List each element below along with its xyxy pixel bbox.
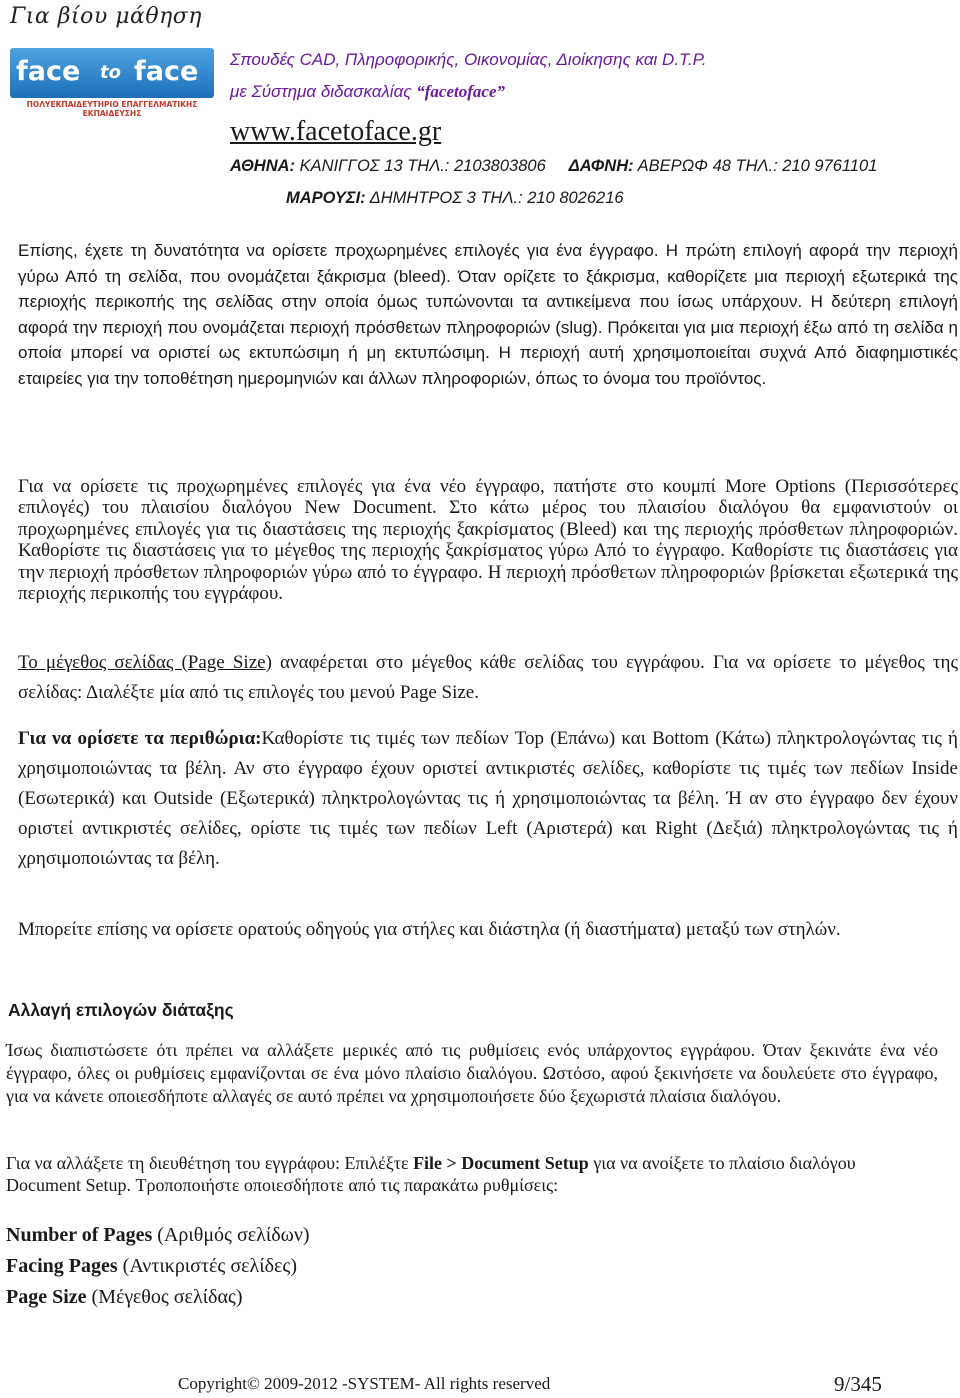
list-item-text: (Αντικριστές σελίδες)	[117, 1255, 297, 1277]
section-heading: Αλλαγή επιλογών διάταξης	[8, 1000, 234, 1020]
setup-menu-path: File > Document Setup	[413, 1153, 589, 1173]
list-item-text: (Αριθμός σελίδων)	[152, 1224, 310, 1246]
margins-term: Για να ορίσετε τα περιθώρια:	[18, 728, 262, 749]
paragraph-advanced-options: Για να ορίσετε τις προχωρημένες επιλογές για ένα νέο έγγραφο, πατήστε στο κουμπί More Options (Περισσότερες επιλογές) του πλαισίου διαλόγου New Document. Στο κάτω μέρος του πλαισίου διαλόγου θα εμφανιστούν οι προχωρημένες επιλογές για τις διαστάσεις της περιοχής ξακρίσματος (Bleed) και της περιοχής πρόσθετων πληροφοριών. Καθορίστε τις διαστάσεις για το μέγεθος της περιοχής ξακρίσματος γύρω Από το έγγραφο. Καθορίστε τις διαστάσεις για την περιοχή πρόσθετων πληροφοριών γύρω από το έγγραφο. Η περιοχή πρόσθετων πληροφοριών βρίσκεται εξωτερικά της περιοχής περικοπής του εγγράφου.	[18, 476, 958, 605]
logo-script: Για βίου μάθηση	[10, 4, 202, 29]
list-item	[6, 1255, 297, 1278]
paragraph-margins	[18, 724, 958, 874]
logo-word: to	[100, 62, 121, 83]
list-item	[6, 1286, 243, 1309]
address-label: ΔΑΦΝΗ:	[568, 157, 634, 175]
paragraph-layout-changes: Ίσως διαπιστώσετε ότι πρέπει να αλλάξετε μερικές από τις ρυθμίσεις ενός υπάρχοντος εγγράφου. Όταν ξεκινάτε ένα νέο έγγραφο, όλες οι ρυθμίσεις εμφανίζονται σε ένα μόνο πλαίσιο διαλόγου. Ωστόσο, αφού ξεκινήσετε να δουλεύετε στο έγγραφο, για να κάνετε οποιεσδήποτε αλλαγές σε αυτό πρέπει να χρησιμοποιήσετε δύο ξεχωριστά πλαίσια διαλόγου.	[6, 1040, 938, 1107]
setup-text-a: Για να αλλάξετε τη διευθέτηση του εγγράφου: Επιλέξτε	[6, 1153, 414, 1173]
footer-copyright: Copyright© 2009-2012 -SYSTEM- All rights reserved	[178, 1374, 551, 1393]
address-text: ΔΗΜΗΤΡΟΣ 3 ΤΗΛ.: 210 8026216	[365, 189, 624, 207]
address-text: ΚΑΝΙΓΓΟΣ 13 ΤΗΛ.: 2103803806	[295, 157, 546, 175]
page-size-term: Το μέγεθος σελίδας (Page Size)	[18, 652, 272, 673]
address-line-1	[230, 157, 877, 176]
page-size-text: αναφέρεται στο μέγεθος κάθε σελίδας του εγγράφου. Για να ορίσετε το μέγεθος της σελίδας: Διαλέξτε μία από τις επιλογές του μενού Page Size.	[18, 652, 958, 703]
logo-word: face	[16, 56, 81, 87]
address-label: ΜΑΡΟΥΣΙ:	[286, 189, 366, 207]
paragraph-document-setup	[6, 1152, 906, 1196]
address-label: ΑΘΗΝΑ:	[230, 157, 296, 175]
list-item-term: Page Size	[6, 1286, 87, 1308]
list-item-term: Facing Pages	[6, 1255, 118, 1277]
page-number: 9/345	[834, 1372, 882, 1396]
margins-text: Καθορίστε τις τιμές των πεδίων Top (Επάνω) και Bottom (Κάτω) πληκτρολογώντας τις ή χρησιμοποιώντας τα βέλη. Αν στο έγγραφο έχουν οριστεί αντικριστές σελίδες, καθορίστε τις τιμές των πεδίων Inside (Εσωτερικά) και Outside (Εξωτερικά) πληκτρολογώντας τις ή χρησιμοποιώντας τα βέλη. Ή αν στο έγγραφο δεν έχουν οριστεί αντικριστές σελίδες, ορίστε τις τιμές των πεδίων Left (Αριστερά) και Right (Δεξιά) πληκτρολογώντας τις ή χρησιμοποιώντας τα βέλη.	[18, 728, 958, 869]
setup-text-b: για να ανοίξετε το πλαίσιο διαλόγου Document Setup. Τροποποιήστε οποιεσδήποτε από τις παρακάτω ρυθμίσεις:	[6, 1153, 856, 1195]
website-link[interactable]: www.facetoface.gr	[230, 116, 442, 147]
logo-subtitle: ΠΟΛΥΕΚΠΑΙΔΕΥΤΗΡΙΟ ΕΠΑΓΓΕΛΜΑΤΙΚΗΣ ΕΚΠΑΙΔΕΥΣΗΣ	[26, 100, 198, 118]
header-brand: “facetoface”	[416, 82, 505, 101]
list-item	[6, 1224, 310, 1247]
logo-box	[10, 48, 214, 98]
list-item-term: Number of Pages	[6, 1224, 153, 1246]
logo-word: face	[134, 56, 199, 87]
address-line-2	[286, 189, 624, 208]
paragraph-guides: Μπορείτε επίσης να ορίσετε ορατούς οδηγούς για στήλες και διάστηλα (ή διαστήματα) μεταξύ των στηλών.	[18, 919, 841, 940]
header-line-2-prefix: με Σύστημα διδασκαλίας	[230, 82, 417, 101]
paragraph-page-size	[18, 648, 958, 708]
header-line-1: Σπουδές CAD, Πληροφορικής, Οικονομίας, Διοίκησης και D.T.P.	[230, 50, 707, 69]
paragraph-bleed-slug: Επίσης, έχετε τη δυνατότητα να ορίσετε προχωρημένες επιλογές για ένα έγγραφο. Η πρώτη επιλογή αφορά την περιοχή γύρω Από τη σελίδα, που ονομάζεται ξάκρισμα (bleed). Όταν ορίζετε το ξάκρισμα, καθορίζετε μια περιοχή εξωτερικά της περιοχής περικοπής της σελίδας στην οποία όμως τυπώνονται τα αντικείμενα που ίσως υπάρχουν. Η δεύτερη επιλογή αφορά την περιοχή που ονομάζεται περιοχή πρόσθετων πληροφοριών (slug). Πρόκειται για μια περιοχή έξω από τη σελίδα η οποία μπορεί να οριστεί ως εκτυπώσιμη ή μη εκτυπώσιμη. Η περιοχή αυτή χρησιμοποιείται συχνά Από διαφημιστικές εταιρείες για την τοποθέτηση ημερομηνιών και άλλων πληροφοριών, όπως το όνομα του προϊόντος.	[18, 241, 958, 388]
header-line-2	[230, 82, 505, 102]
list-item-text: (Μέγεθος σελίδας)	[86, 1286, 243, 1308]
logo	[6, 4, 216, 118]
address-text: ΑΒΕΡΩΦ 48 ΤΗΛ.: 210 9761101	[633, 157, 878, 175]
